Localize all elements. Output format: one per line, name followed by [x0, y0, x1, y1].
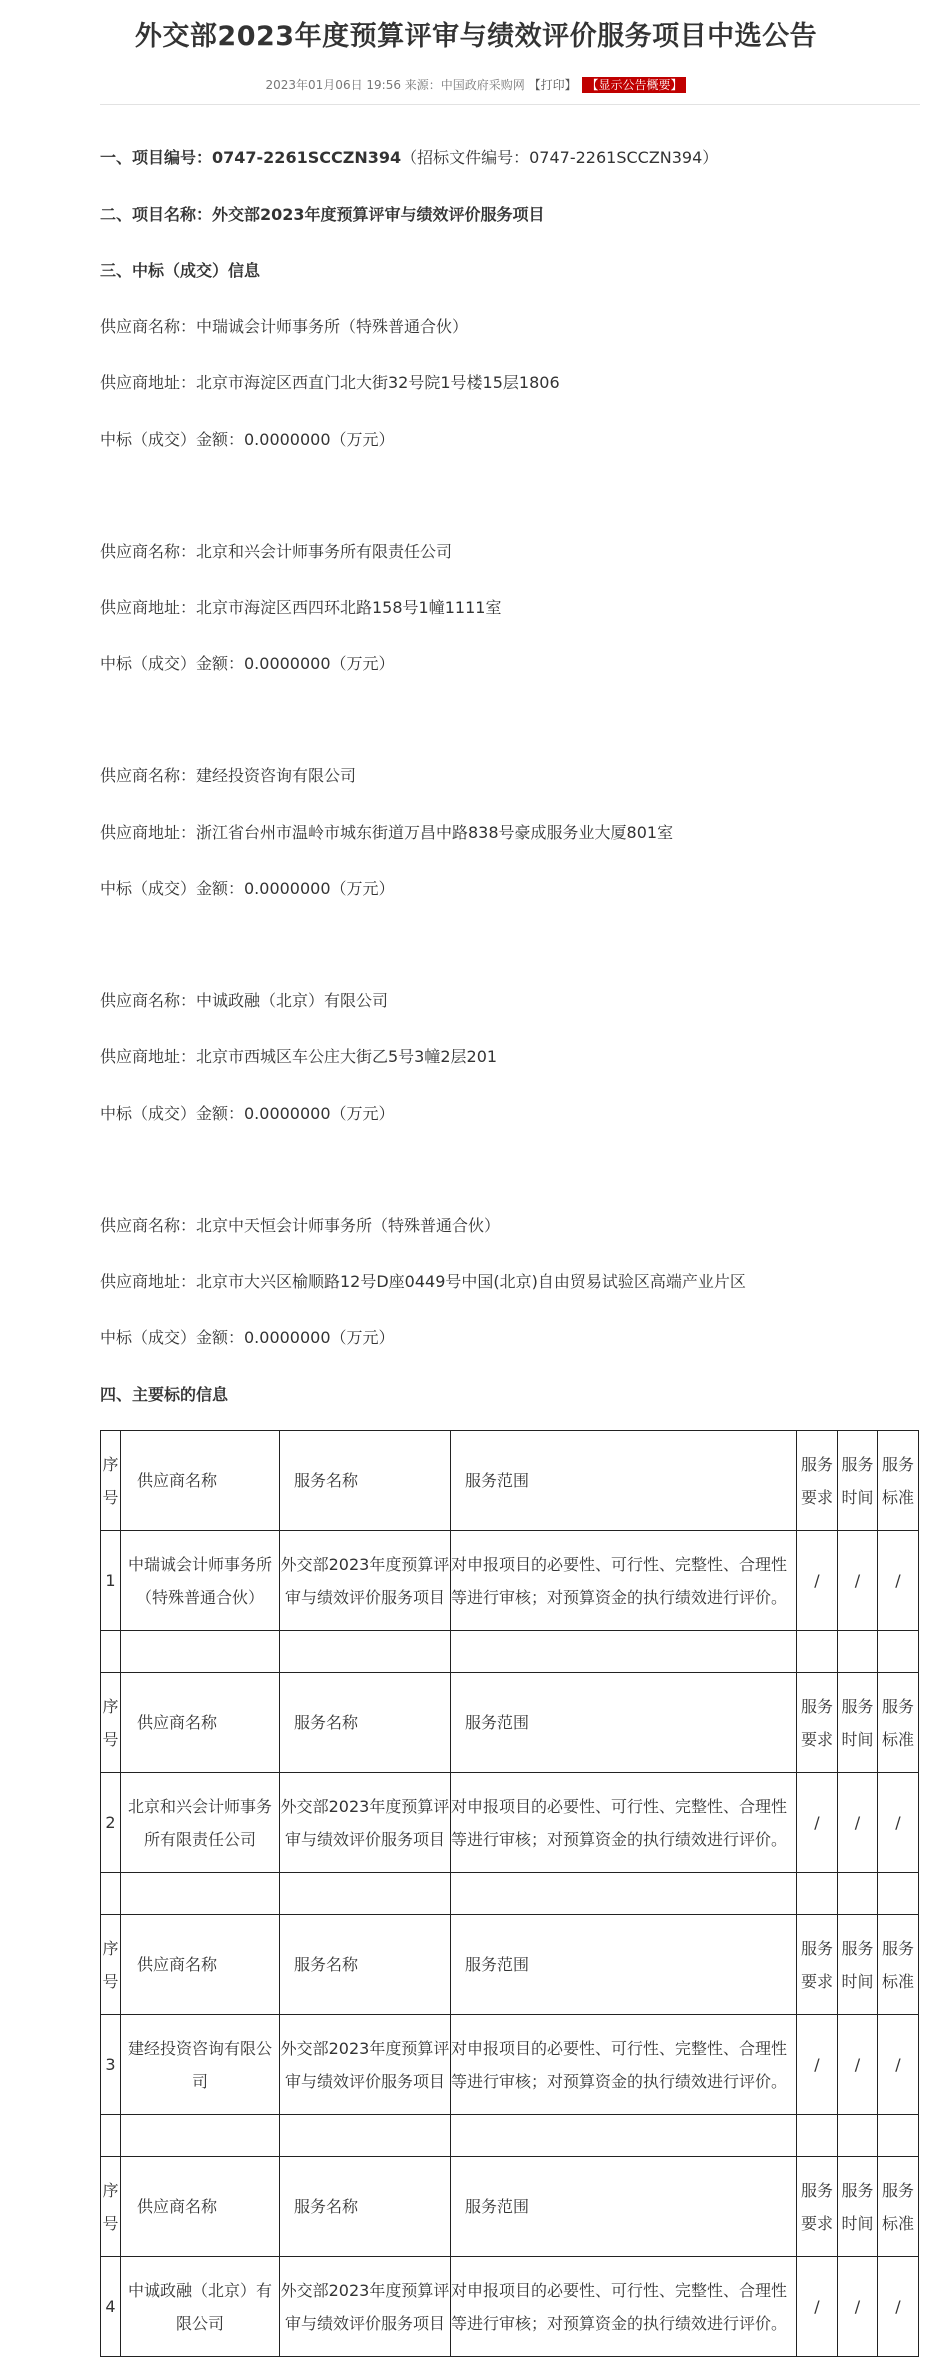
- cell-scope: 对申报项目的必要性、可行性、完整性、合理性等进行审核；对预算资金的执行绩效进行评价。: [451, 1773, 797, 1873]
- supplier-address: 供应商地址：北京市大兴区榆顺路12号D座0449号中国(北京)自由贸易试验区高端产业片区: [100, 1272, 746, 1291]
- cell-standard: /: [878, 1531, 919, 1631]
- header-time: 服务时间: [838, 1915, 878, 2015]
- cell-requirement: /: [797, 1773, 838, 1873]
- header-seq: 序号: [101, 1915, 121, 2015]
- cell-supplier: 建经投资咨询有限公司: [121, 2015, 280, 2115]
- supplier-address: 供应商地址：北京市西城区车公庄大街乙5号3幢2层201: [100, 1047, 498, 1066]
- header-service: 服务名称: [280, 1431, 451, 1531]
- header-seq: 序号: [101, 1431, 121, 1531]
- supplier-amount: 中标（成交）金额：0.0000000（万元）: [100, 879, 395, 898]
- article-meta: [0, 76, 952, 93]
- supplier-name: 供应商名称：北京中天恒会计师事务所（特殊普通合伙）: [100, 1216, 501, 1235]
- cell-supplier: 北京和兴会计师事务所有限责任公司: [121, 1773, 280, 1873]
- cell-requirement: /: [797, 1531, 838, 1631]
- header-supplier: 供应商名称: [121, 1673, 280, 1773]
- project-number-label: 一、项目编号：0747-2261SCCZN394: [100, 148, 402, 167]
- header-divider: [100, 104, 920, 105]
- header-standard: 服务标准: [878, 2157, 919, 2257]
- table-row: [101, 2257, 919, 2357]
- supplier-amount: 中标（成交）金额：0.0000000（万元）: [100, 430, 395, 449]
- print-link[interactable]: 【打印】: [528, 78, 577, 92]
- header-seq: 序号: [101, 2157, 121, 2257]
- cell-seq: 1: [101, 1531, 121, 1631]
- cell-time: /: [838, 2015, 878, 2115]
- cell-time: /: [838, 2257, 878, 2357]
- header-service: 服务名称: [280, 1915, 451, 2015]
- page-title: 外交部2023年度预算评审与绩效评价服务项目中选公告: [134, 21, 818, 52]
- table-spacer-row: [101, 1873, 919, 1915]
- header-service: 服务名称: [280, 1673, 451, 1773]
- cell-supplier: 中诚政融（北京）有限公司: [121, 2257, 280, 2357]
- cell-standard: /: [878, 2257, 919, 2357]
- cell-scope: 对申报项目的必要性、可行性、完整性、合理性等进行审核；对预算资金的执行绩效进行评价。: [451, 2015, 797, 2115]
- section-project-number: [100, 145, 718, 168]
- subject-table: [100, 1430, 919, 2357]
- cell-standard: /: [878, 2015, 919, 2115]
- header-time: 服务时间: [838, 1431, 878, 1531]
- header-supplier: 供应商名称: [121, 1431, 280, 1531]
- section-main-subject: 四、主要标的信息: [100, 1385, 229, 1404]
- table-header-row: [101, 1673, 919, 1773]
- header-scope: 服务范围: [451, 1673, 797, 1773]
- header-requirement: 服务要求: [797, 1915, 838, 2015]
- supplier-address: 供应商地址：浙江省台州市温岭市城东街道万昌中路838号豪成服务业大厦801室: [100, 823, 674, 842]
- cell-service: 外交部2023年度预算评审与绩效评价服务项目: [280, 2257, 451, 2357]
- table-header-row: [101, 2157, 919, 2257]
- section-project-name: 二、项目名称：外交部2023年度预算评审与绩效评价服务项目: [100, 205, 545, 224]
- supplier-address: 供应商地址：北京市海淀区西四环北路158号1幢1111室: [100, 598, 502, 617]
- supplier-amount: 中标（成交）金额：0.0000000（万元）: [100, 1104, 395, 1123]
- header-supplier: 供应商名称: [121, 1915, 280, 2015]
- header-seq: 序号: [101, 1673, 121, 1773]
- cell-requirement: /: [797, 2015, 838, 2115]
- header-requirement: 服务要求: [797, 1673, 838, 1773]
- cell-scope: 对申报项目的必要性、可行性、完整性、合理性等进行审核；对预算资金的执行绩效进行评价。: [451, 1531, 797, 1631]
- cell-seq: 4: [101, 2257, 121, 2357]
- cell-time: /: [838, 1531, 878, 1631]
- section-award-info: 三、中标（成交）信息: [100, 261, 261, 280]
- tender-doc-number: （招标文件编号：0747-2261SCCZN394）: [401, 148, 719, 167]
- supplier-amount: 中标（成交）金额：0.0000000（万元）: [100, 1328, 395, 1347]
- cell-requirement: /: [797, 2257, 838, 2357]
- publish-info: 2023年01月06日 19:56 来源：中国政府采购网: [265, 78, 525, 92]
- header-standard: 服务标准: [878, 1673, 919, 1773]
- cell-service: 外交部2023年度预算评审与绩效评价服务项目: [280, 1773, 451, 1873]
- header-supplier: 供应商名称: [121, 2157, 280, 2257]
- supplier-name: 供应商名称：建经投资咨询有限公司: [100, 766, 357, 785]
- header-standard: 服务标准: [878, 1915, 919, 2015]
- header-scope: 服务范围: [451, 1431, 797, 1531]
- header-requirement: 服务要求: [797, 1431, 838, 1531]
- header-standard: 服务标准: [878, 1431, 919, 1531]
- cell-scope: 对申报项目的必要性、可行性、完整性、合理性等进行审核；对预算资金的执行绩效进行评价。: [451, 2257, 797, 2357]
- table-header-row: [101, 1915, 919, 2015]
- table-row: [101, 1773, 919, 1873]
- supplier-name: 供应商名称：中瑞诚会计师事务所（特殊普通合伙）: [100, 317, 469, 336]
- cell-service: 外交部2023年度预算评审与绩效评价服务项目: [280, 1531, 451, 1631]
- header-requirement: 服务要求: [797, 2157, 838, 2257]
- supplier-address: 供应商地址：北京市海淀区西直门北大街32号院1号楼15层1806: [100, 373, 560, 392]
- supplier-amount: 中标（成交）金额：0.0000000（万元）: [100, 654, 395, 673]
- supplier-name: 供应商名称：北京和兴会计师事务所有限责任公司: [100, 542, 453, 561]
- show-summary-button[interactable]: 【显示公告概要】: [582, 77, 686, 93]
- table-spacer-row: [101, 2115, 919, 2157]
- table-header-row: [101, 1431, 919, 1531]
- cell-service: 外交部2023年度预算评审与绩效评价服务项目: [280, 2015, 451, 2115]
- table-spacer-row: [101, 1631, 919, 1673]
- header-scope: 服务范围: [451, 1915, 797, 2015]
- header-time: 服务时间: [838, 1673, 878, 1773]
- table-row: [101, 2015, 919, 2115]
- cell-seq: 3: [101, 2015, 121, 2115]
- supplier-name: 供应商名称：中诚政融（北京）有限公司: [100, 991, 389, 1010]
- cell-seq: 2: [101, 1773, 121, 1873]
- cell-standard: /: [878, 1773, 919, 1873]
- header-scope: 服务范围: [451, 2157, 797, 2257]
- cell-time: /: [838, 1773, 878, 1873]
- header-time: 服务时间: [838, 2157, 878, 2257]
- cell-supplier: 中瑞诚会计师事务所（特殊普通合伙）: [121, 1531, 280, 1631]
- table-row: [101, 1531, 919, 1631]
- header-service: 服务名称: [280, 2157, 451, 2257]
